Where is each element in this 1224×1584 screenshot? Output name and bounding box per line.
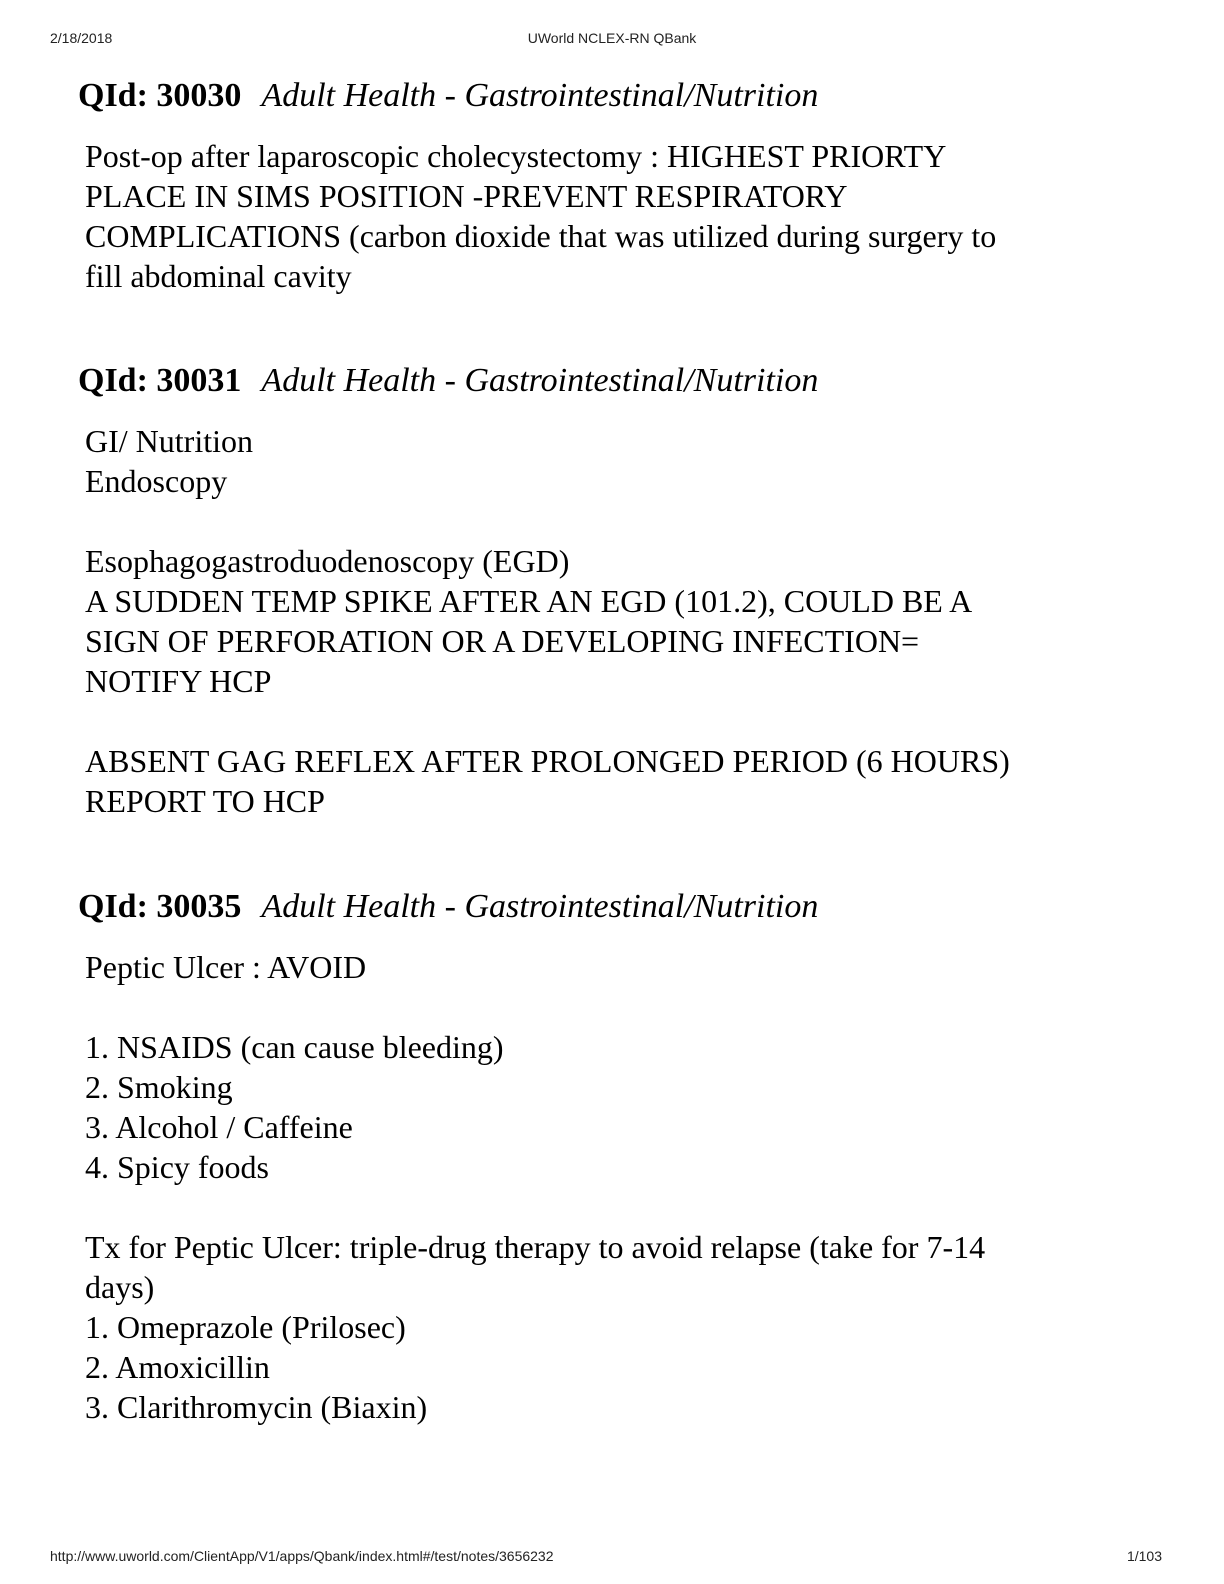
print-footer [0,1548,1224,1568]
note-line: Tx for Peptic Ulcer: triple-drug therapy to avoid relapse (take for 7-14 [85,1229,986,1265]
page-number: 1/103 [1126,1548,1162,1564]
note-line: PLACE IN SIMS POSITION -PREVENT RESPIRATORY [85,178,848,214]
qid-category: Adult Health - Gastrointestinal/Nutrition [261,888,819,925]
note-line: Post-op after laparoscopic cholecystectomy : HIGHEST PRIORTY [85,138,947,174]
list-item: 2. Smoking [85,1069,233,1105]
note-30030 [78,76,1158,296]
blank-line [85,987,1158,1027]
note-body [85,421,1158,821]
page-url: http://www.uworld.com/ClientApp/V1/apps/Qbank/index.html#/test/notes/3656232 [50,1548,554,1564]
print-header [0,30,1224,50]
note-line: fill abdominal cavity [85,258,352,294]
note-line: REPORT TO HCP [85,783,325,819]
blank-line [85,701,1158,741]
note-line: Peptic Ulcer : AVOID [85,949,367,985]
note-line: Esophagogastroduodenoscopy (EGD) [85,543,570,579]
note-line: ABSENT GAG REFLEX AFTER PROLONGED PERIOD (6 HOURS) [85,743,1010,779]
print-date: 2/18/2018 [50,30,113,46]
print-title: UWorld NCLEX-RN QBank [527,30,697,46]
qid-label: QId: 30031 [78,362,242,399]
note-30031 [78,361,1158,821]
note-line: NOTIFY HCP [85,663,272,699]
note-30035 [78,887,1158,1427]
note-line: Endoscopy [85,463,228,499]
list-item: 2. Amoxicillin [85,1349,270,1385]
note-header [78,887,1158,927]
blank-line [85,501,1158,541]
qid-label: QId: 30030 [78,77,242,114]
list-item: 1. NSAIDS (can cause bleeding) [85,1029,504,1065]
qid-label: QId: 30035 [78,888,242,925]
qid-category: Adult Health - Gastrointestinal/Nutrition [261,77,819,114]
note-line: A SUDDEN TEMP SPIKE AFTER AN EGD (101.2), COULD BE A [85,583,973,619]
note-body [85,947,1158,1427]
note-line: SIGN OF PERFORATION OR A DEVELOPING INFECTION= [85,623,920,659]
list-item: 3. Clarithromycin (Biaxin) [85,1389,428,1425]
list-item: 3. Alcohol / Caffeine [85,1109,353,1145]
note-line: COMPLICATIONS (carbon dioxide that was utilized during surgery to [85,218,997,254]
list-item: 4. Spicy foods [85,1149,269,1185]
note-line: days) [85,1269,155,1305]
blank-line [85,1187,1158,1227]
qid-category: Adult Health - Gastrointestinal/Nutrition [261,362,819,399]
note-body [85,136,1158,296]
note-header [78,76,1158,116]
list-item: 1. Omeprazole (Prilosec) [85,1309,406,1345]
note-line: GI/ Nutrition [85,423,253,459]
note-header [78,361,1158,401]
